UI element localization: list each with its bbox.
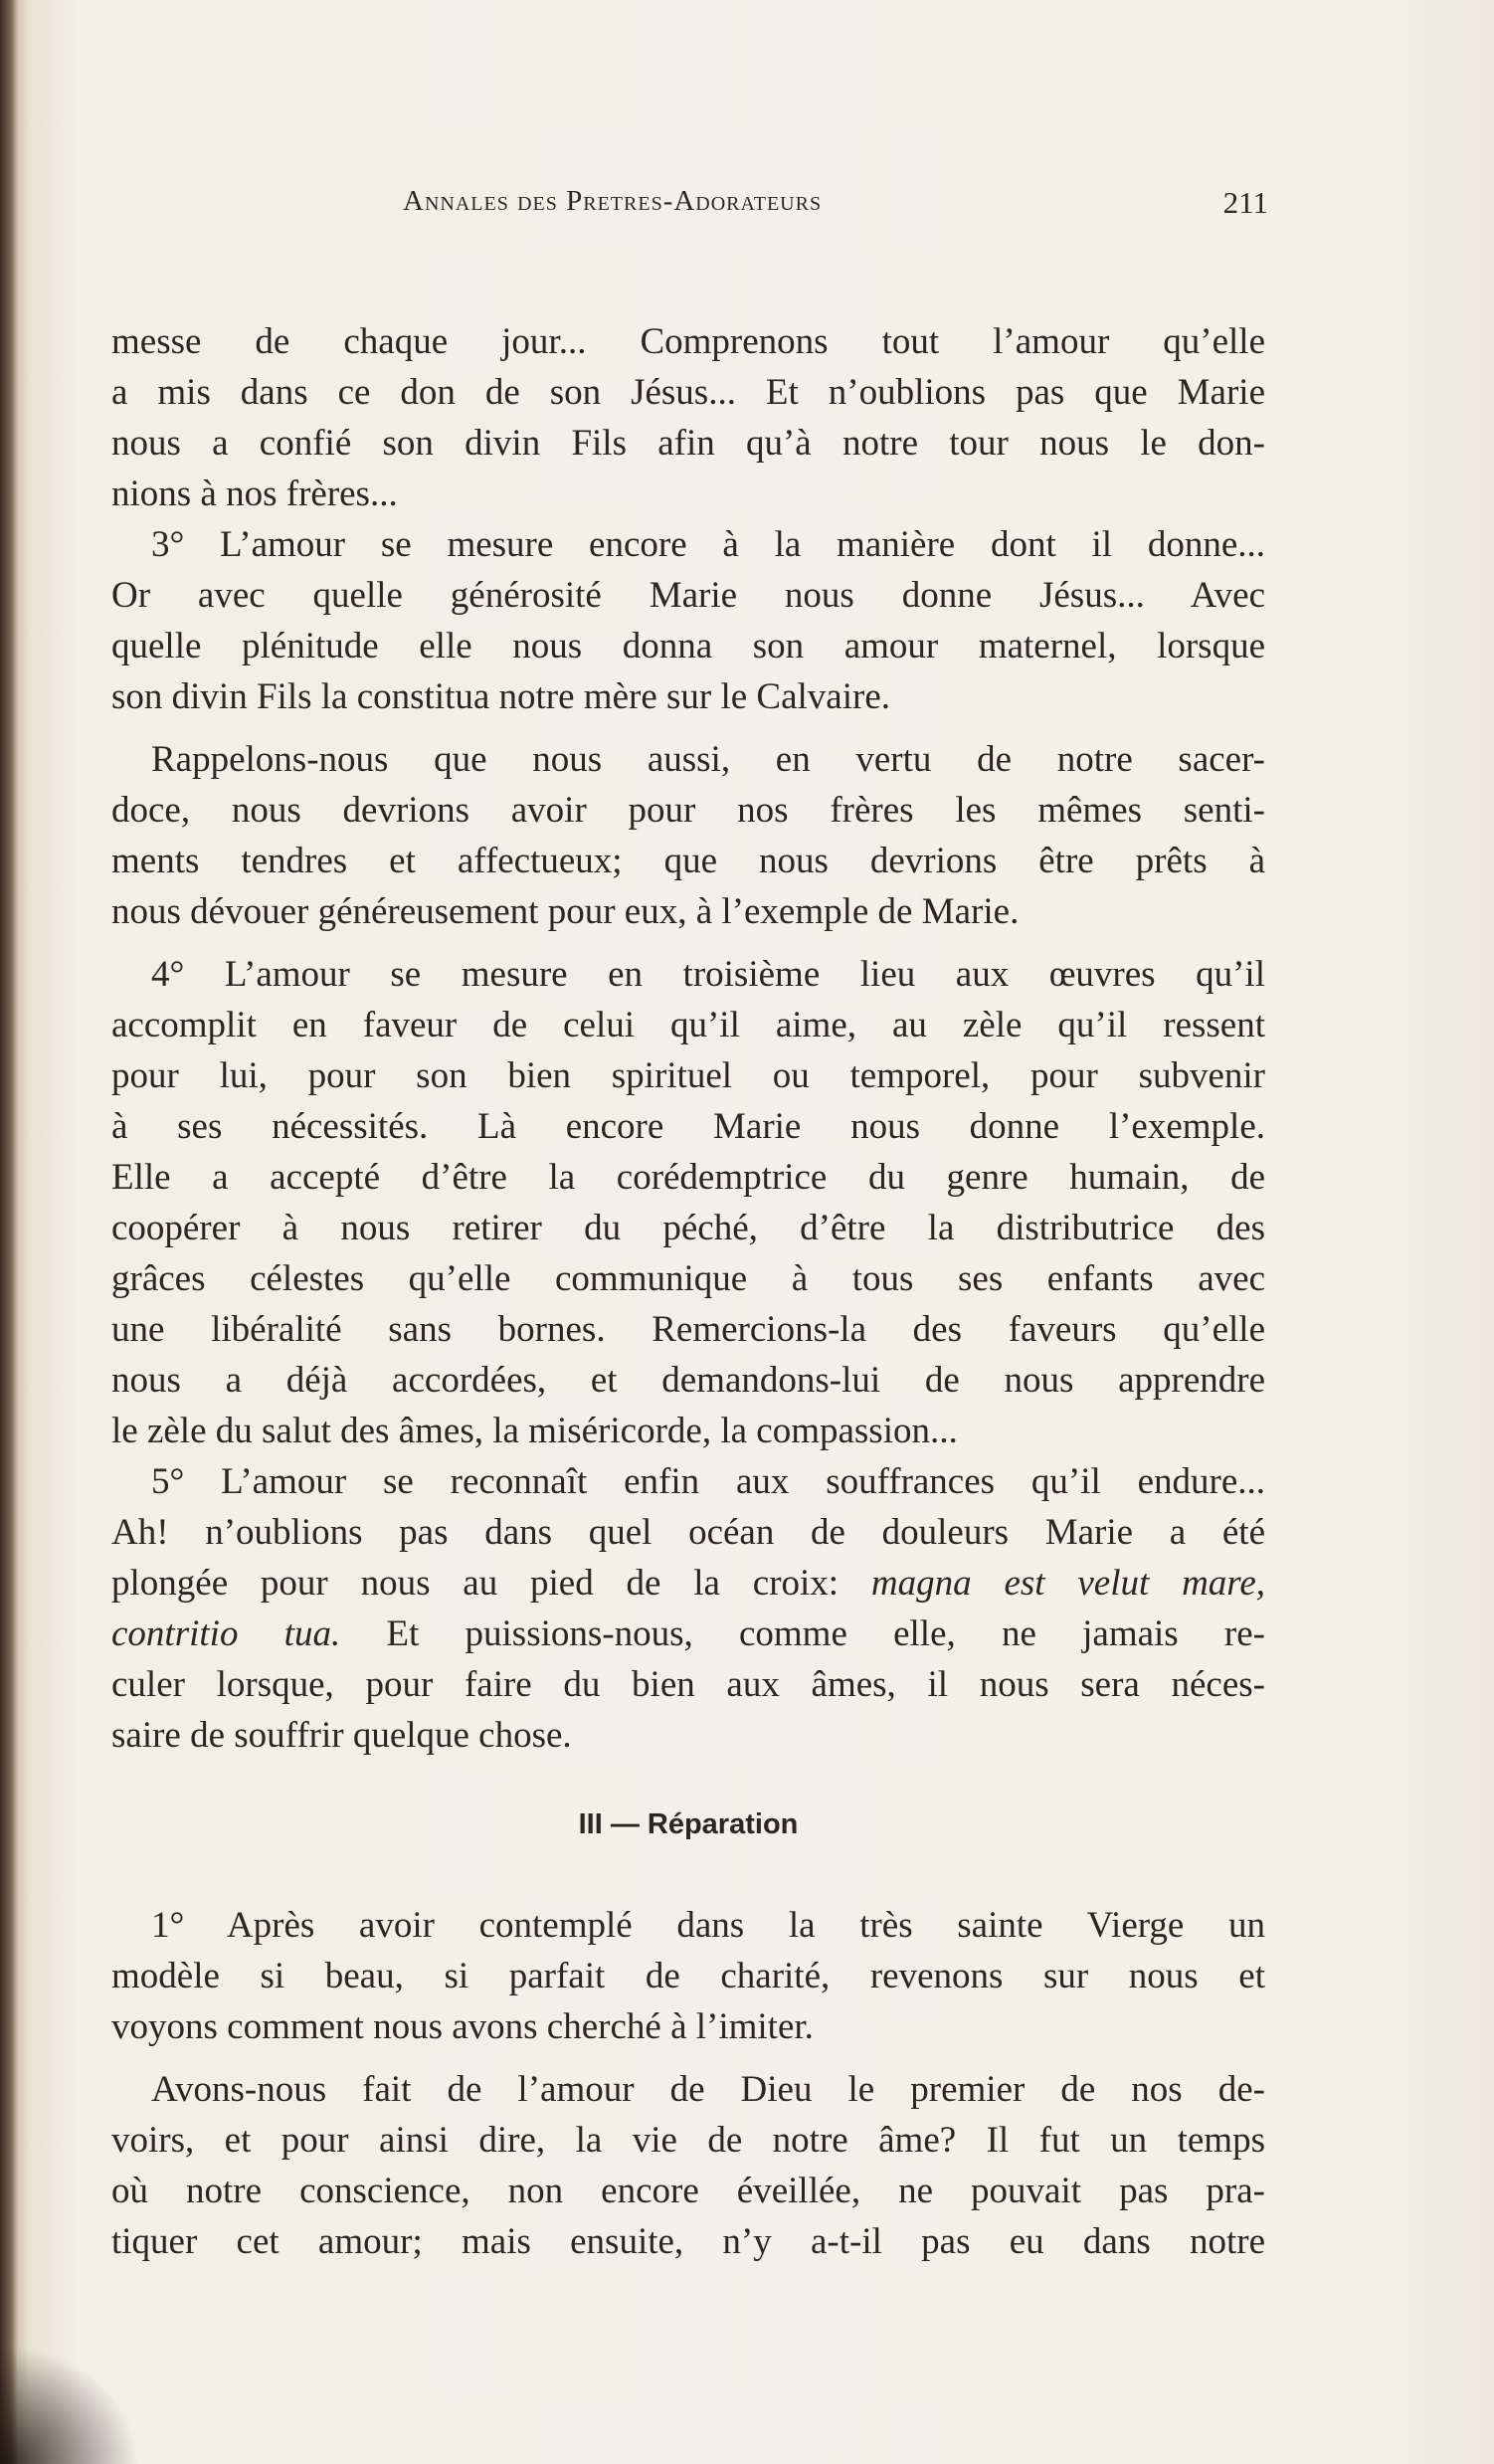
spine-shadow — [0, 0, 18, 2464]
page-header — [403, 185, 1268, 225]
text-line: voirs, et pour ainsi dire, la vie de notre âme? Il fut un temps — [111, 2120, 1265, 2161]
text-line: Or avec quelle générosité Marie nous donne Jésus... Avec — [111, 575, 1265, 616]
text-line: quelle plénitude elle nous donna son amour maternel, lorsque — [111, 626, 1265, 666]
text-line: où notre conscience, non encore éveillée, ne pouvait pas pra- — [111, 2171, 1265, 2211]
text-line: grâces célestes qu’elle communique à tous ses enfants avec — [111, 1258, 1265, 1299]
text-line: culer lorsque, pour faire du bien aux âmes, il nous sera néces- — [111, 1664, 1265, 1705]
text-line: tiquer cet amour; mais ensuite, n’y a-t-il pas eu dans notre — [111, 2221, 1265, 2262]
text-line: 4° L’amour se mesure en troisième lieu aux œuvres qu’il — [151, 954, 1265, 995]
text-line: 1° Après avoir contemplé dans la très sainte Vierge un — [151, 1905, 1265, 1946]
text-line: à ses nécessités. Là encore Marie nous donne l’exemple. — [111, 1106, 1265, 1147]
corner-shadow — [0, 2345, 139, 2464]
page-number: 211 — [1222, 185, 1268, 220]
text-line: nous a confié son divin Fils afin qu’à notre tour nous le don- — [111, 423, 1265, 464]
text-span: Et puissions-nous, comme elle, ne jamais re- — [340, 1613, 1265, 1654]
text-line: Elle a accepté d’être la corédemptrice du genre humain, de — [111, 1157, 1265, 1198]
text-line: pour lui, pour son bien spirituel ou temporel, pour subvenir — [111, 1055, 1265, 1096]
text-line: une libéralité sans bornes. Remercions-la des faveurs qu’elle — [111, 1309, 1265, 1350]
running-title: Annales des Pretres-Adorateurs — [403, 185, 823, 217]
text-line: coopérer à nous retirer du péché, d’être la distributrice des — [111, 1208, 1265, 1248]
text-line: Rappelons-nous que nous aussi, en vertu de notre sacer- — [151, 739, 1265, 780]
latin-quote: contritio tua. — [111, 1613, 341, 1654]
text-line: 5° L’amour se reconnaît enfin aux souffrances qu’il endure... — [151, 1461, 1265, 1502]
text-span: plongée pour nous au pied de la croix: — [111, 1563, 871, 1604]
text-line: ments tendres et affectueux; que nous devrions être prêts à — [111, 841, 1265, 881]
text-line: saire de souffrir quelque chose. — [111, 1715, 572, 1756]
text-line: son divin Fils la constitua notre mère sur le Calvaire. — [111, 676, 890, 717]
text-line: nions à nos frères... — [111, 474, 398, 514]
text-line — [111, 1558, 1265, 1609]
text-line: accomplit en faveur de celui qu’il aime, au zèle qu’il ressent — [111, 1005, 1265, 1045]
section-heading: III — Réparation — [578, 1808, 799, 1840]
text-line — [111, 1609, 1265, 1659]
latin-quote: magna est velut mare, — [870, 1563, 1265, 1604]
text-line: messe de chaque jour... Comprenons tout l’amour qu’elle — [111, 321, 1265, 362]
text-line: nous a déjà accordées, et demandons-lui de nous apprendre — [111, 1360, 1265, 1401]
text-line: doce, nous devrions avoir pour nos frères les mêmes senti- — [111, 790, 1265, 831]
text-line: a mis dans ce don de son Jésus... Et n’oublions pas que Marie — [111, 372, 1265, 413]
text-line: modèle si beau, si parfait de charité, revenons sur nous et — [111, 1956, 1265, 1996]
body-text — [111, 316, 1265, 2267]
text-line: le zèle du salut des âmes, la miséricorde, la compassion... — [111, 1411, 958, 1451]
text-line: nous dévouer généreusement pour eux, à l’exemple de Marie. — [111, 891, 1020, 932]
text-line: 3° L’amour se mesure encore à la manière dont il donne... — [151, 524, 1265, 565]
text-line: Ah! n’oublions pas dans quel océan de douleurs Marie a été — [111, 1512, 1265, 1553]
text-line: voyons comment nous avons cherché à l’imiter. — [111, 2006, 814, 2047]
text-line: Avons-nous fait de l’amour de Dieu le premier de nos de- — [151, 2069, 1265, 2110]
